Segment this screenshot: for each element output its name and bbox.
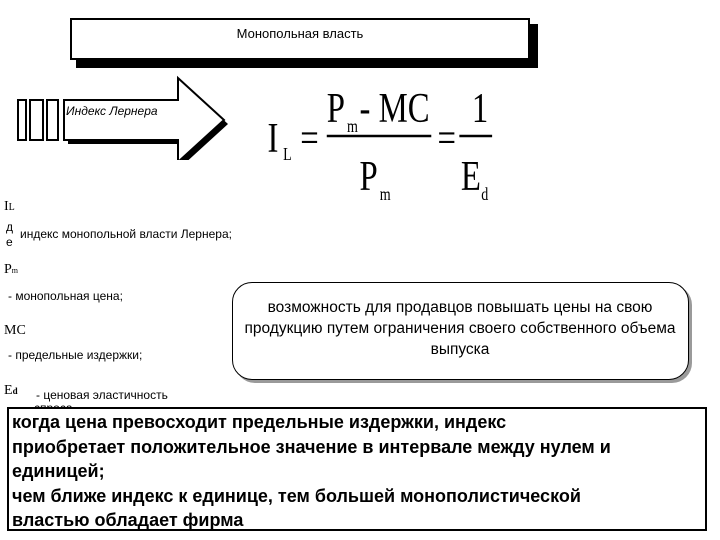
arrow-stripe-3 bbox=[47, 100, 58, 140]
formula-den2-sub: d bbox=[481, 185, 489, 205]
def-il-prefix-2: е bbox=[6, 235, 13, 249]
conclusion-line-2: приобретает положительное значение в интервале между нулем и bbox=[12, 436, 611, 457]
conclusion-line-3: единицей; bbox=[12, 461, 105, 481]
formula-den1-sub: m bbox=[379, 185, 391, 205]
formula-eq-2: = bbox=[437, 115, 457, 163]
conclusion-text bbox=[12, 410, 702, 533]
def-il-desc: индекс монопольной власти Лернера; bbox=[20, 227, 232, 241]
def-il-symbol: IL bbox=[4, 199, 15, 214]
formula-num2: 1 bbox=[471, 85, 489, 133]
def-il-prefix-1: д bbox=[6, 220, 14, 234]
def-pm-desc: - монопольная цена; bbox=[8, 289, 123, 303]
callout-text: возможность для продавцов повышать цены на свою продукцию путем ограничения своего собственного объема выпуска bbox=[244, 299, 676, 358]
formula-den2-e: E bbox=[460, 153, 481, 201]
formula-den1-p: P bbox=[359, 153, 378, 201]
formula-lhs-sub: L bbox=[283, 145, 292, 165]
conclusion-line-1: когда цена превосходит предельные издержки, индекс bbox=[12, 412, 507, 432]
def-ed-symbol: Ed bbox=[4, 383, 18, 398]
lerner-formula bbox=[255, 80, 495, 205]
def-mc-desc: - предельные издержки; bbox=[8, 348, 143, 362]
formula-num1-p: P bbox=[326, 85, 345, 133]
formula-eq-1: = bbox=[300, 115, 319, 163]
conclusion-line-5: властью обладает фирма bbox=[12, 510, 244, 530]
formula-num1-rest: - MC bbox=[359, 85, 430, 133]
arrow-stripe-1 bbox=[18, 100, 26, 140]
arrow-stripe-2 bbox=[30, 100, 43, 140]
def-mc-symbol: MC bbox=[4, 323, 26, 338]
formula-num1-sub: m bbox=[347, 117, 358, 137]
formula-lhs: I bbox=[267, 115, 279, 163]
conclusion-line-4: чем ближе индекс к единице, тем большей монополистической bbox=[12, 485, 581, 506]
page-title: Монопольная власть bbox=[236, 26, 364, 41]
def-ed-desc-1: - ценовая эластичность bbox=[36, 388, 168, 402]
def-pm-symbol: Pm bbox=[4, 262, 19, 277]
arrow-label: Индекс Лернера bbox=[66, 104, 158, 118]
